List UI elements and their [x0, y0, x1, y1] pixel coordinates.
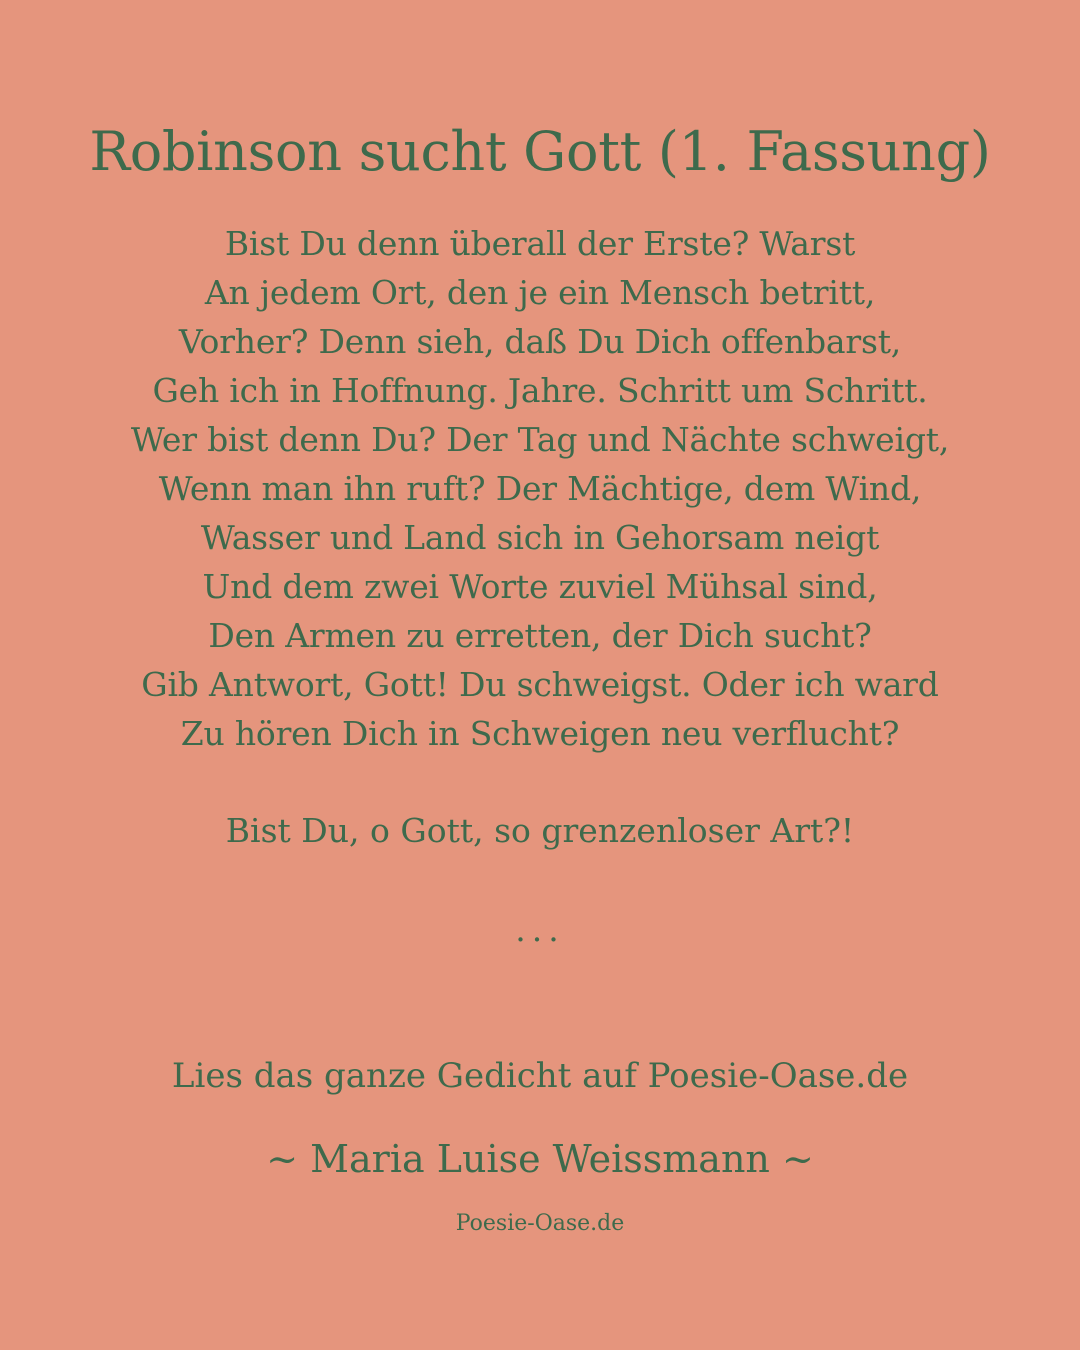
poem-title: Robinson sucht Gott (1. Fassung) [89, 120, 991, 183]
read-full-poem-link[interactable]: Lies das ganze Gedicht auf Poesie-Oase.de [171, 1056, 909, 1096]
ellipsis: ... [515, 910, 565, 949]
poem-line: Den Armen zu erretten, der Dich sucht? [208, 616, 872, 655]
poem-line: An jedem Ort, den je ein Mensch betritt, [204, 273, 876, 312]
poem-line: Wasser und Land sich in Gehorsam neigt [200, 518, 880, 557]
poem-line: Vorher? Denn sieh, daß Du Dich offenbarst, [178, 322, 902, 361]
author-name: ~ Maria Luise Weissmann ~ [266, 1137, 814, 1181]
poem-line: Gib Antwort, Gott! Du schweigst. Oder ich ward [141, 665, 939, 704]
poem-line: Und dem zwei Worte zuviel Mühsal sind, [202, 567, 878, 606]
poem-line: Wer bist denn Du? Der Tag und Nächte schweigt, [130, 420, 950, 459]
poem-line: Wenn man ihn ruft? Der Mächtige, dem Wind, [158, 469, 922, 508]
poem-line: Bist Du denn überall der Erste? Warst [224, 224, 856, 263]
poem-stanza [0, 219, 1080, 758]
poem-line: Zu hören Dich in Schweigen neu verflucht? [180, 714, 900, 753]
poem-closing-line: Bist Du, o Gott, so grenzenloser Art?! [225, 811, 855, 850]
poem-line: Geh ich in Hoffnung. Jahre. Schritt um Schritt. [152, 371, 928, 410]
site-watermark: Poesie-Oase.de [455, 1211, 625, 1236]
